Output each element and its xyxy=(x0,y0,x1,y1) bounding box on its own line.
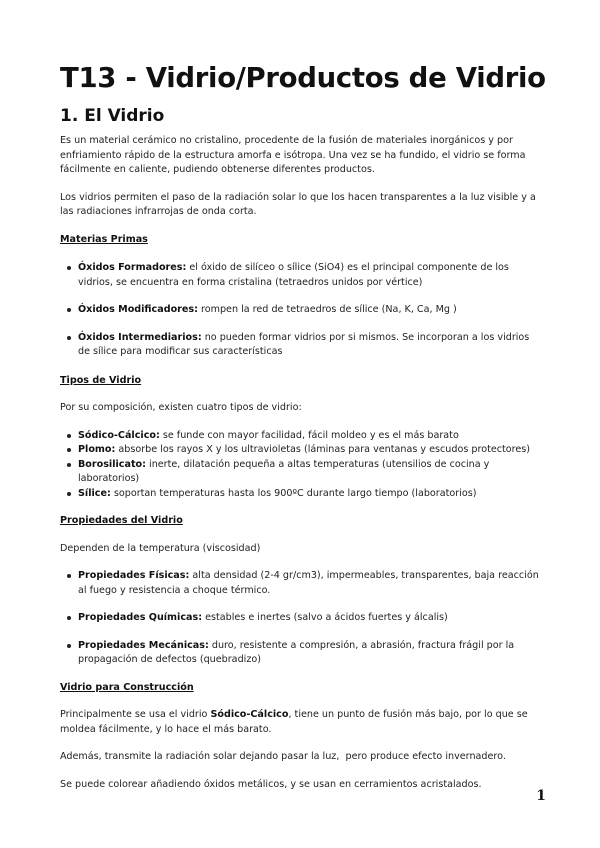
intro-paragraph-2: Los vidrios permiten el paso de la radiación solar lo que los hacen transparentes a la luz visible y a las radiaciones infrarrojas de onda corta. xyxy=(60,191,536,217)
list-item xyxy=(78,261,540,290)
list-item xyxy=(78,429,540,444)
list-item xyxy=(78,443,540,458)
propiedades-intro: Dependen de la temperatura (viscosidad) xyxy=(60,542,261,554)
construccion-paragraph-2: Además, transmite la radiación solar dejando pasar la luz, pero produce efecto invernadero. xyxy=(60,751,506,762)
item-term: Sódico-Cálcico: xyxy=(78,429,160,441)
list-propiedades xyxy=(60,569,540,668)
item-text: absorbe los rayos X y los ultravioletas (láminas para ventanas y escudos protectores) xyxy=(115,444,531,455)
item-text: soportan temperaturas hasta los 900ºC durante largo tiempo (laboratorios) xyxy=(110,487,477,499)
list-item xyxy=(78,639,540,668)
heading-tipos-de-vidrio: Tipos de Vidrio xyxy=(60,374,142,386)
item-term: Sílice: xyxy=(78,487,111,499)
item-term: Borosilicato: xyxy=(78,458,146,470)
item-text: el óxido de silíceo o sílice (SiO4) es el principal componente de los vidrios, se encuentra en forma cristalina (tetraedros unidos por vértice) xyxy=(78,262,509,288)
document-page xyxy=(60,58,546,792)
item-text: inerte, dilatación pequeña a altas temperaturas (utensilios de cocina y laboratorios) xyxy=(78,458,490,484)
list-item xyxy=(78,611,540,626)
construccion-paragraph-3: Se puede colorear añadiendo óxidos metálicos, y se usan en cerramientos acristalados. xyxy=(60,778,482,790)
item-text: no pueden formar vidrios por si mismos. Se incorporan a los vidrios de sílice para modificar sus características xyxy=(78,331,530,357)
construccion-paragraph-1 xyxy=(60,708,540,737)
heading-propiedades-del-vidrio: Propiedades del Vidrio xyxy=(60,515,183,526)
list-item xyxy=(78,569,540,598)
item-term: Propiedades Químicas: xyxy=(78,612,203,623)
section-heading-el-vidrio: 1. El Vidrio xyxy=(60,106,165,126)
list-item xyxy=(78,303,540,318)
document-title: T13 - Vidrio/Productos de Vidrio xyxy=(60,62,546,94)
text-run-bold: Sódico-Cálcico xyxy=(210,709,289,720)
text-run: , tiene un punto de fusión más bajo, por lo que se moldea fácilmente, y lo hace el más barato. xyxy=(60,709,528,735)
item-term: Óxidos Intermediarios: xyxy=(78,331,202,343)
text-run: Principalmente se usa el vidrio xyxy=(60,709,211,720)
item-text: alta densidad (2-4 gr/cm3), impermeables, transparentes, baja reacción al fuego y resistencia a choque térmico. xyxy=(78,570,539,596)
item-text: estables e inertes (salvo a ácidos fuertes y álcalis) xyxy=(202,612,448,623)
item-text: duro, resistente a compresión, a abrasión, fractura frágil por la propagación de defectos (quebradizo) xyxy=(78,639,515,665)
item-text: rompen la red de tetraedros de sílice (Na, K, Ca, Mg ) xyxy=(197,304,457,315)
intro-paragraph-1: Es un material cerámico no cristalino, procedente de la fusión de materiales inorgánicos y por enfriamiento rápido de la estructura amorfa e isótropa. Una vez se ha fundido, el vidrio se forma fácilmente en caliente, pudiendo obtenerse diferentes productos. xyxy=(60,135,526,175)
item-term: Propiedades Físicas: xyxy=(78,570,190,581)
list-item xyxy=(78,331,540,360)
page-number: 1 xyxy=(536,788,546,804)
item-term: Óxidos Modificadores: xyxy=(78,304,198,315)
item-term: Plomo: xyxy=(78,444,116,455)
list-item xyxy=(78,487,540,502)
item-term: Óxidos Formadores: xyxy=(78,262,187,273)
list-item xyxy=(78,458,540,487)
heading-materias-primas: Materias Primas xyxy=(60,233,148,245)
item-term: Propiedades Mecánicas: xyxy=(78,639,209,651)
tipos-intro: Por su composición, existen cuatro tipos de vidrio: xyxy=(60,402,302,413)
list-materias-primas xyxy=(60,261,540,360)
heading-vidrio-para-construccion: Vidrio para Construcción xyxy=(60,681,194,693)
item-text: se funde con mayor facilidad, fácil moldeo y es el más barato xyxy=(159,429,459,441)
list-tipos-de-vidrio xyxy=(60,429,540,502)
